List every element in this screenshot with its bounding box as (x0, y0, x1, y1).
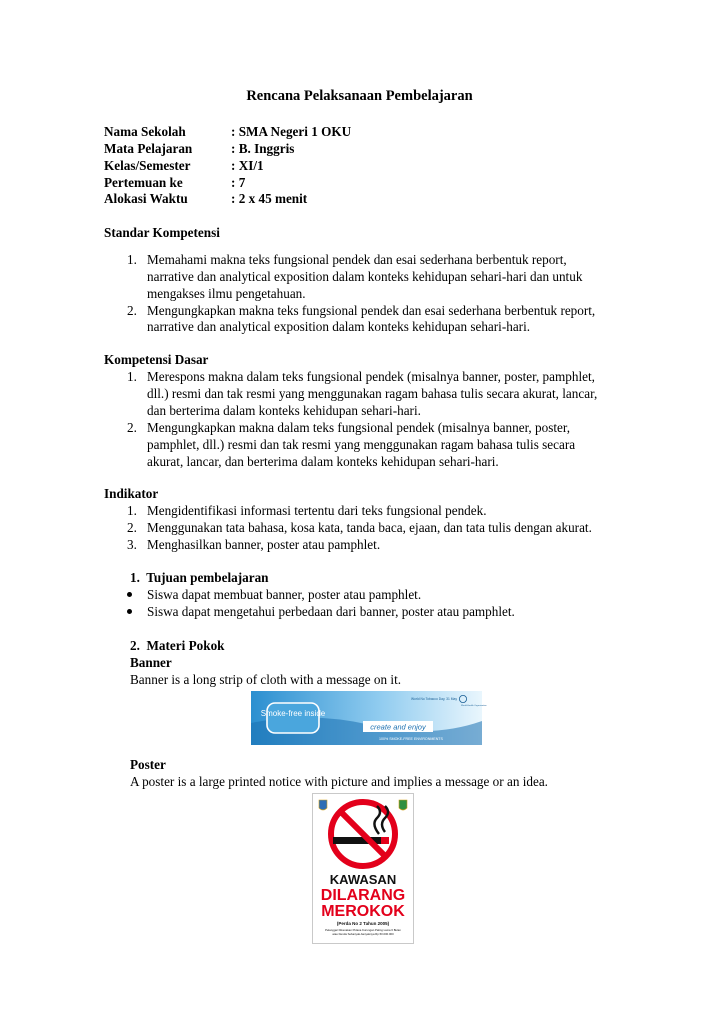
list-item-line: Memahami makna teks fungsional pendek dan esai sederhana berbentuk report, (147, 252, 567, 267)
info-label: Pertemuan ke (104, 175, 183, 190)
list-item-line: dll.) resmi dan tak resmi yang menggunakan ragam bahasa tulis secara akurat, lancar, (147, 386, 598, 401)
poster-line2: DILARANG (320, 887, 406, 904)
city-emblem-left-icon (319, 800, 327, 810)
info-value: : 2 x 45 menit (231, 191, 308, 206)
page-title: Rencana Pelaksanaan Pembelajaran (246, 88, 473, 104)
list-item: Siswa dapat mengetahui perbedaan dari banner, poster atau pamphlet. (147, 604, 515, 619)
list-item-line: narrative dan analytical exposition dalam konteks kehidupan sehari-hari. (147, 319, 531, 334)
info-value: : XI/1 (231, 158, 264, 173)
info-value: : B. Inggris (231, 141, 295, 156)
banner-slogan: create and enjoy (370, 722, 426, 732)
list-number: 1. (127, 369, 137, 384)
info-label: Kelas/Semester (104, 158, 191, 173)
list-item: Mengidentifikasi informasi tertentu dari teks fungsional pendek. (147, 503, 487, 518)
tujuan-heading: 1. Tujuan pembelajaran (130, 570, 269, 585)
banner-org: World Health Organization (461, 705, 487, 707)
poster-heading: Poster (130, 757, 166, 772)
list-number: 1. (127, 252, 137, 267)
materi-heading: 2. Materi Pokok (130, 638, 225, 653)
list-item-line: Mengungkapkan makna teks fungsional pendek dan esai sederhana berbentuk report, (147, 303, 596, 318)
info-label: Nama Sekolah (104, 124, 186, 139)
poster-perda: (Perda No 2 Tahun 2005) (336, 921, 390, 926)
poster-line3: MEROKOK (321, 903, 405, 920)
list-number: 2. (127, 420, 137, 435)
list-number: 1. (127, 503, 137, 518)
info-label: Alokasi Waktu (104, 191, 188, 206)
dasar-heading: Kompetensi Dasar (104, 352, 209, 367)
standar-heading: Standar Kompetensi (104, 225, 220, 240)
banner-corner-text: World No Tobacco Day, 31 May (411, 697, 457, 701)
list-item-line: akurat, lancar, dan berterima dalam konteks kehidupan sehari-hari. (147, 454, 499, 469)
list-number: 2. (127, 303, 137, 318)
list-number: 2. (127, 520, 137, 535)
list-item-line: dan berterima dalam konteks kehidupan sehari-hari. (147, 403, 421, 418)
list-item: Menghasilkan banner, poster atau pamphlet. (147, 537, 381, 552)
banner-definition: Banner is a long strip of cloth with a message on it. (130, 672, 402, 687)
list-item: Menggunakan tata bahasa, kosa kata, tanda baca, ejaan, dan tata tulis dengan akurat. (147, 520, 592, 535)
indikator-heading: Indikator (104, 486, 159, 501)
list-item-line: narrative dan analytical exposition dalam konteks kehidupan sehari-hari dan untuk (147, 269, 583, 284)
banner-left-text: Smoke-free inside (260, 709, 326, 718)
poster-fine-line2: atau Denda Sebanyak-banyaknya Rp.50.000.000 (332, 932, 394, 936)
poster-image (312, 793, 414, 944)
info-value: : SMA Negeri 1 OKU (231, 124, 352, 139)
banner-heading: Banner (130, 655, 172, 670)
bullet-icon (127, 609, 132, 614)
list-item-line: pamphlet, dll.) resmi dan tak resmi yang menggunakan ragam bahasa tulis secara (147, 437, 576, 452)
banner-image (251, 691, 487, 745)
poster-definition: A poster is a large printed notice with picture and implies a message or an idea. (130, 774, 548, 789)
no-smoking-icon (331, 802, 395, 866)
list-item-line: Mengungkapkan makna dalam teks fungsional pendek (misalnya banner, poster, (147, 420, 571, 435)
info-label: Mata Pelajaran (104, 141, 193, 156)
banner-footer: 100% SMOKE-FREE ENVIRONMENTS (379, 737, 443, 741)
info-value: : 7 (231, 175, 246, 190)
bullet-icon (127, 592, 132, 597)
city-emblem-right-icon (399, 800, 407, 810)
list-item-line: Merespons makna dalam teks fungsional pendek (misalnya banner, poster, pamphlet, (147, 369, 595, 384)
list-item-line: mengakses ilmu pengetahuan. (147, 286, 306, 301)
list-number: 3. (127, 537, 137, 552)
list-item: Siswa dapat membuat banner, poster atau pamphlet. (147, 587, 422, 602)
poster-line1: KAWASAN (329, 872, 397, 887)
poster-fine-line1: Pelanggar Dikenakan Pidana Kurungan Paling Lama 6 Bulan (325, 928, 401, 932)
